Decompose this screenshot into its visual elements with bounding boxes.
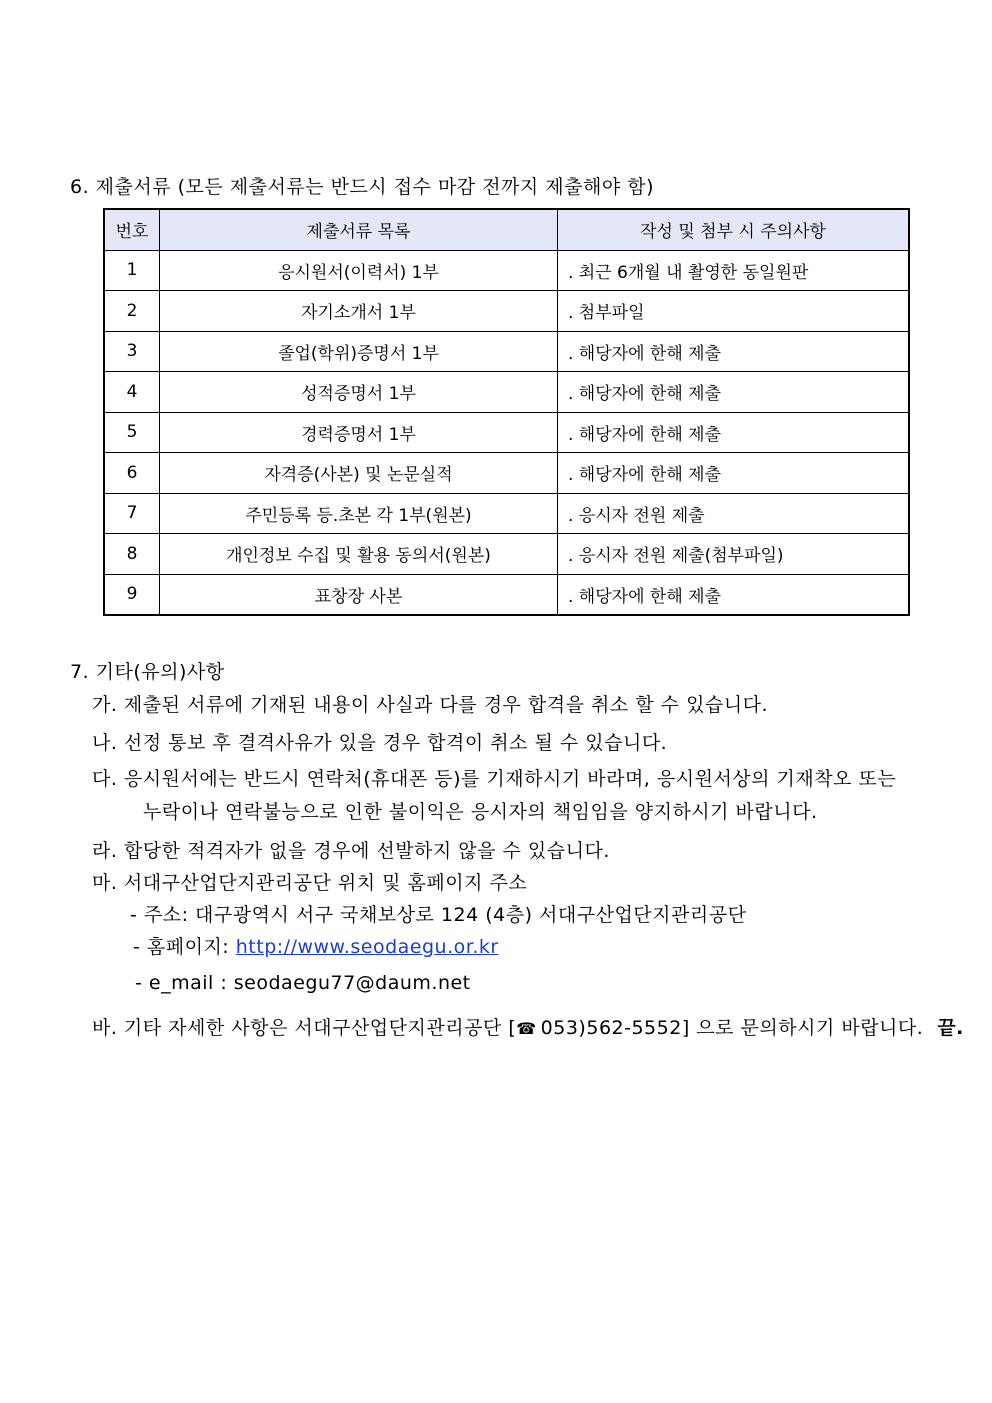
row-document: 응시원서(이력서) 1부 <box>160 250 558 291</box>
table-header-row <box>104 209 909 250</box>
note-item-ga: 가. 제출된 서류에 기재된 내용이 사실과 다를 경우 합격을 취소 할 수 있습니다. <box>92 694 769 716</box>
row-number: 8 <box>104 534 160 575</box>
row-note: . 최근 6개월 내 촬영한 동일원판 <box>558 250 910 291</box>
email-line: - e_mail : seodaegu77@daum.net <box>135 972 471 994</box>
address-line: - 주소: 대구광역시 서구 국채보상로 124 (4층) 서대구산업단지관리공단 <box>130 904 747 926</box>
header-document-list: 제출서류 목록 <box>160 209 558 250</box>
end-mark: 끝. <box>937 1017 964 1039</box>
row-note: . 해당자에 한해 제출 <box>558 574 910 615</box>
row-number: 9 <box>104 574 160 615</box>
row-number: 3 <box>104 331 160 372</box>
submission-documents-table <box>103 208 910 616</box>
table-row <box>104 331 909 372</box>
row-number: 5 <box>104 412 160 453</box>
note-item-na: 나. 선정 통보 후 결격사유가 있을 경우 합격이 취소 될 수 있습니다. <box>92 732 668 754</box>
header-number: 번호 <box>104 209 160 250</box>
row-note: . 해당자에 한해 제출 <box>558 372 910 413</box>
section-7-heading: 7. 기타(유의)사항 <box>70 661 225 683</box>
row-number: 1 <box>104 250 160 291</box>
row-number: 2 <box>104 291 160 332</box>
row-number: 4 <box>104 372 160 413</box>
row-note: . 첨부파일 <box>558 291 910 332</box>
row-document: 개인정보 수집 및 활용 동의서(원본) <box>160 534 558 575</box>
row-document: 주민등록 등.초본 각 1부(원본) <box>160 493 558 534</box>
note-item-da-continued: 누락이나 연락불능으로 인한 불이익은 응시자의 책임임을 양지하시기 바랍니다. <box>143 801 818 823</box>
phone-number: 053)562-5552] 으로 문의하시기 바랍니다. <box>540 1017 924 1039</box>
row-note: . 해당자에 한해 제출 <box>558 331 910 372</box>
row-document: 자기소개서 1부 <box>160 291 558 332</box>
row-number: 6 <box>104 453 160 494</box>
row-number: 7 <box>104 493 160 534</box>
table-row <box>104 534 909 575</box>
section-6-heading: 6. 제출서류 (모든 제출서류는 반드시 접수 마감 전까지 제출해야 함) <box>70 176 655 198</box>
table-row <box>104 493 909 534</box>
homepage-link[interactable]: http://www.seodaegu.or.kr <box>235 936 499 958</box>
homepage-label: - 홈페이지: <box>133 936 236 958</box>
note-item-da: 다. 응시원서에는 반드시 연락처(휴대폰 등)를 기재하시기 바라며, 응시원서상의 기재착오 또는 <box>92 768 897 790</box>
row-note: . 해당자에 한해 제출 <box>558 412 910 453</box>
table-row <box>104 372 909 413</box>
row-note: . 해당자에 한해 제출 <box>558 453 910 494</box>
note-item-ra: 라. 합당한 적격자가 없을 경우에 선발하지 않을 수 있습니다. <box>92 840 610 862</box>
phone-icon: ☎ <box>516 1019 537 1038</box>
homepage-line <box>133 932 499 959</box>
row-note: . 응시자 전원 제출 <box>558 493 910 534</box>
row-note: . 응시자 전원 제출(첨부파일) <box>558 534 910 575</box>
table-row <box>104 291 909 332</box>
table-row <box>104 453 909 494</box>
note-item-ba <box>92 1013 964 1040</box>
row-document: 성적증명서 1부 <box>160 372 558 413</box>
row-document: 경력증명서 1부 <box>160 412 558 453</box>
contact-text: 바. 기타 자세한 사항은 서대구산업단지관리공단 [ <box>92 1017 517 1039</box>
row-document: 졸업(학위)증명서 1부 <box>160 331 558 372</box>
table-row <box>104 574 909 615</box>
table-row <box>104 250 909 291</box>
row-document: 표창장 사본 <box>160 574 558 615</box>
table-row <box>104 412 909 453</box>
note-item-ma: 마. 서대구산업단지관리공단 위치 및 홈페이지 주소 <box>92 872 528 894</box>
header-notes: 작성 및 첨부 시 주의사항 <box>558 209 910 250</box>
row-document: 자격증(사본) 및 논문실적 <box>160 453 558 494</box>
